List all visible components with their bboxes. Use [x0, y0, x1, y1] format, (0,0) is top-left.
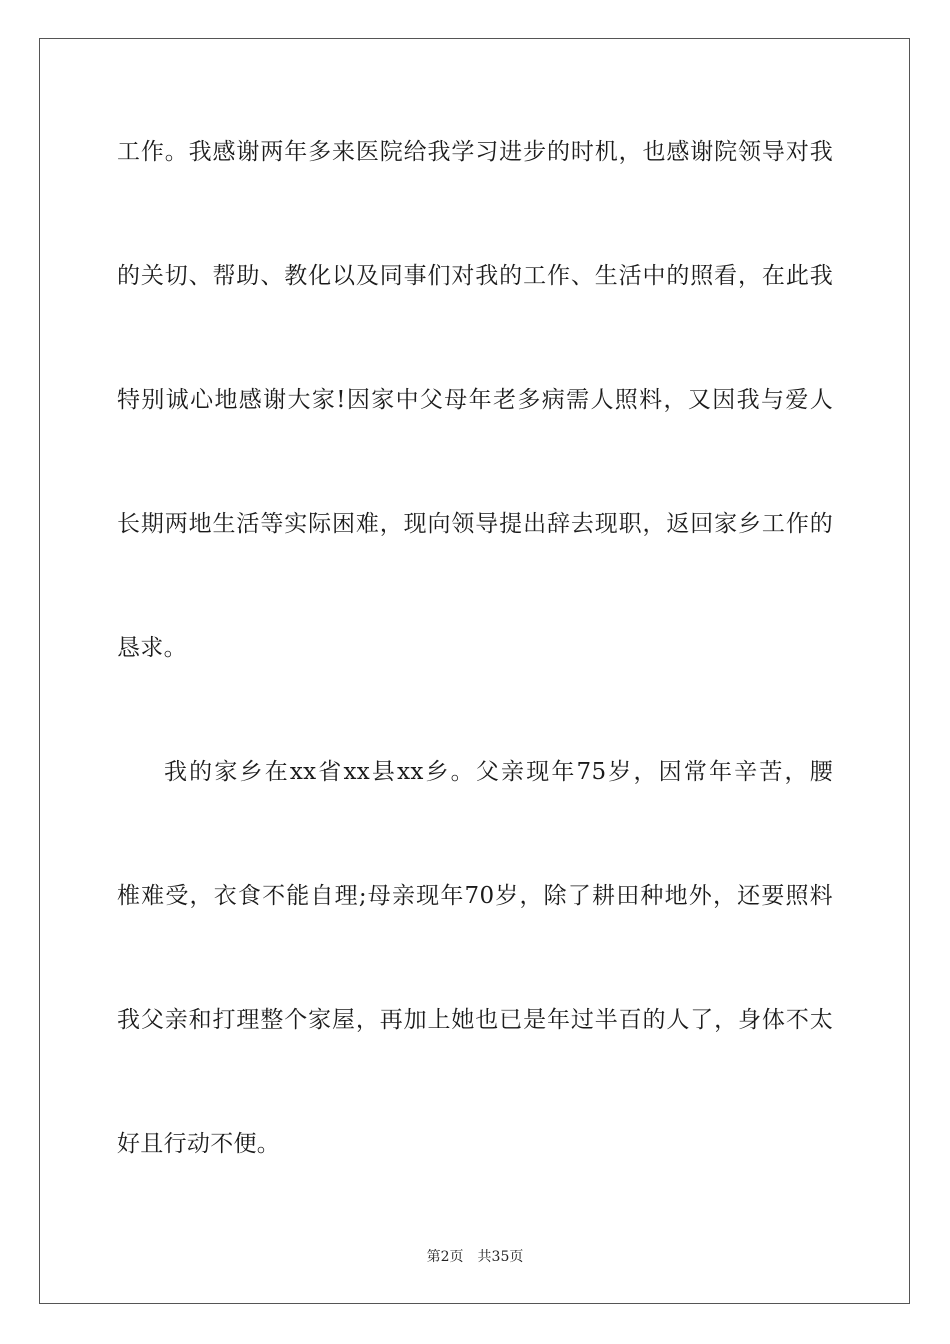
- body-text-line: 长期两地生活等实际困难，现向领导提出辞去现职，返回家乡工作的: [117, 511, 833, 537]
- body-text-line: 椎难受，衣食不能自理;母亲现年70岁，除了耕田种地外，还要照料: [117, 883, 833, 909]
- page-frame: [39, 38, 910, 1304]
- body-text-line: 我父亲和打理整个家屋，再加上她也已是年过半百的人了，身体不太: [117, 1007, 833, 1033]
- body-text-line: 的关切、帮助、教化以及同事们对我的工作、生活中的照看，在此我: [117, 263, 833, 289]
- body-text-line: 特别诚心地感谢大家!因家中父母年老多病需人照料，又因我与爱人: [117, 387, 833, 413]
- page-footer: [0, 1248, 950, 1266]
- body-text-line: 工作。我感谢两年多来医院给我学习进步的时机，也感谢院领导对我: [117, 139, 833, 165]
- body-text-line: 我的家乡在xx省xx县xx乡。父亲现年75岁，因常年辛苦，腰: [164, 759, 833, 785]
- page-number-current: 第2页: [426, 1249, 464, 1265]
- body-text-line: 好且行动不便。: [117, 1131, 281, 1157]
- body-text-line: 恳求。: [117, 635, 187, 661]
- page-number-total: 共35页: [477, 1249, 524, 1265]
